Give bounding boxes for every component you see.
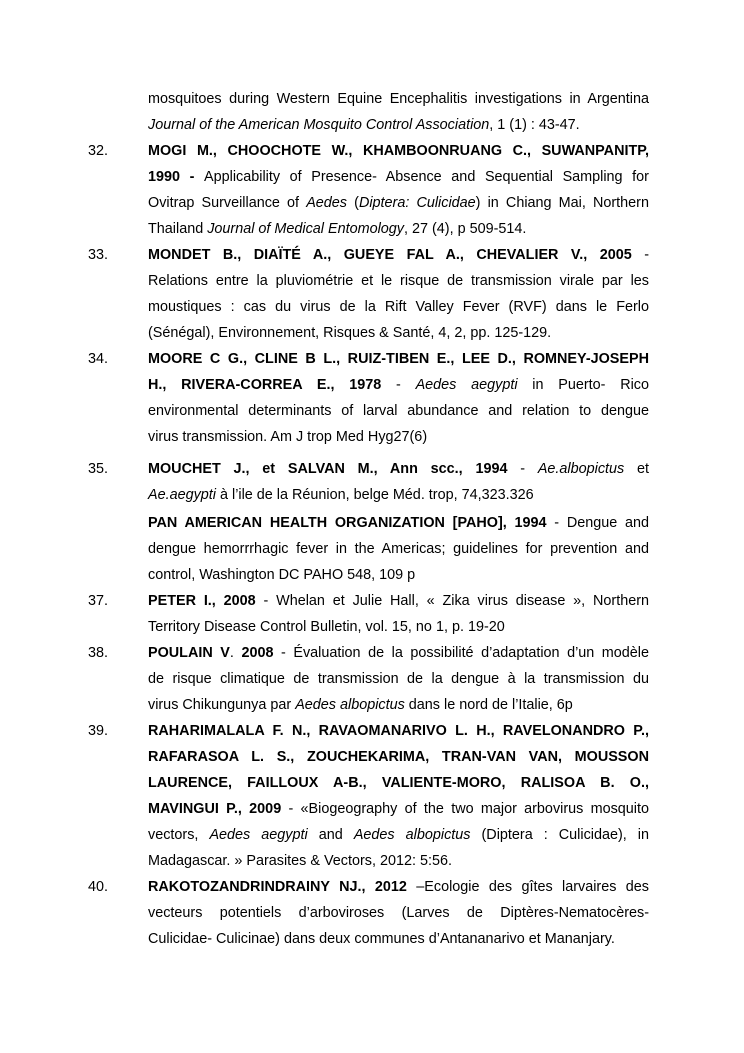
text-run: PAN AMERICAN HEALTH ORGANIZATION [PAHO], 1994 bbox=[148, 515, 547, 531]
text-run: - Dengue and bbox=[546, 515, 649, 531]
reference-line bbox=[148, 482, 649, 508]
reference-line bbox=[148, 320, 649, 346]
text-run: Ae.albopictus bbox=[537, 461, 625, 477]
reference-line bbox=[148, 216, 649, 242]
reference-number: 35. bbox=[88, 461, 109, 477]
text-run: RAFARASOA L. S., ZOUCHEKARIMA, TRAN-VAN VAN, MOUSSON bbox=[148, 749, 649, 765]
text-run: ( bbox=[347, 195, 359, 211]
text-run: Ovitrap Surveillance of bbox=[148, 195, 307, 211]
reference-line bbox=[148, 536, 649, 562]
text-run: - bbox=[507, 461, 538, 477]
text-run: POULAIN V bbox=[148, 645, 230, 661]
text-run: environmental determinants of larval abundance and relation to dengue bbox=[148, 403, 649, 419]
text-run: , 27 (4), p 509-514. bbox=[403, 221, 527, 237]
text-run: Ae.aegypti bbox=[148, 487, 217, 503]
text-run: (Diptera : Culicidae), in bbox=[470, 827, 649, 843]
text-run: de risque climatique de transmission de la dengue à la transmission du bbox=[148, 671, 649, 687]
text-run: - Évaluation de la possibilité d’adaptation d’un modèle bbox=[273, 645, 649, 661]
text-run: - «Biogeography of the two major arbovirus mosquito bbox=[281, 801, 649, 817]
reference-line bbox=[148, 294, 649, 320]
reference-line bbox=[148, 848, 649, 874]
reference-line bbox=[148, 242, 649, 268]
reference-line bbox=[148, 718, 649, 744]
reference-number: 39. bbox=[88, 723, 109, 739]
text-run: LAURENCE, FAILLOUX A-B., VALIENTE-MORO, RALISOA B. O., bbox=[148, 775, 649, 791]
reference-line bbox=[148, 640, 649, 666]
text-run: Journal of Medical Entomology bbox=[207, 221, 404, 237]
text-run: Journal of the American Mosquito Control Association bbox=[148, 117, 490, 133]
text-run: RAKOTOZANDRINDRAINY NJ., 2012 bbox=[148, 879, 407, 895]
text-run: MOGI M., CHOOCHOTE W., KHAMBOONRUANG C., SUWANPANITP, bbox=[148, 143, 649, 159]
text-run: Territory Disease Control Bulletin, vol. 15, no 1, p. 19-20 bbox=[148, 619, 505, 635]
text-run: virus transmission. Am J trop Med Hyg27(6) bbox=[148, 429, 428, 445]
text-run: Madagascar. » Parasites & Vectors, 2012: 5:56. bbox=[148, 853, 452, 869]
reference-number: 32. bbox=[88, 143, 109, 159]
reference-number: 34. bbox=[88, 351, 109, 367]
text-run: mosquitoes during Western Equine Encephalitis investigations in Argentina bbox=[148, 91, 649, 107]
text-run: ) in Chiang Mai, Northern bbox=[475, 195, 649, 211]
text-run: control, Washington DC PAHO 548, 109 p bbox=[148, 567, 416, 583]
text-run: –Ecologie des gîtes larvaires des bbox=[406, 879, 649, 895]
text-run: RAHARIMALALA F. N., RAVAOMANARIVO L. H., RAVELONANDRO P., bbox=[148, 723, 649, 739]
text-run: virus Chikungunya par bbox=[148, 697, 296, 713]
text-run: MOORE C G., CLINE B L., RUIZ-TIBEN E., LEE D., ROMNEY-JOSEPH bbox=[148, 351, 649, 367]
text-run: Aedes aegypti bbox=[415, 377, 518, 393]
reference-line bbox=[148, 424, 649, 450]
text-run: vecteurs potentiels d’arboviroses (Larves de Diptères-Nematocères- bbox=[148, 905, 649, 921]
text-run: . bbox=[229, 645, 242, 661]
reference-line bbox=[148, 666, 649, 692]
reference-line bbox=[148, 268, 649, 294]
text-run: MOUCHET J., et SALVAN M., Ann scc., 1994 bbox=[148, 461, 508, 477]
text-run: Aedes albopictus bbox=[353, 827, 471, 843]
reference-line bbox=[148, 614, 649, 640]
text-run: Aedes bbox=[306, 195, 347, 211]
text-run: MAVINGUI P., 2009 bbox=[148, 801, 282, 817]
text-run: Diptera: Culicidae bbox=[358, 195, 476, 211]
reference-line bbox=[148, 372, 649, 398]
text-run: moustiques : cas du virus de la Rift Valley Fever (RVF) dans le Ferlo bbox=[148, 299, 649, 315]
text-run: Aedes aegypti bbox=[209, 827, 308, 843]
reference-line bbox=[148, 770, 649, 796]
text-run: H., RIVERA-CORREA E., 1978 bbox=[148, 377, 382, 393]
reference-line bbox=[148, 744, 649, 770]
reference-line bbox=[148, 588, 649, 614]
reference-line bbox=[148, 86, 649, 112]
reference-line bbox=[148, 874, 649, 900]
text-run: dans le nord de l’Italie, 6p bbox=[404, 697, 573, 713]
text-run: in Puerto- Rico bbox=[517, 377, 649, 393]
reference-line bbox=[148, 190, 649, 216]
text-run: (Sénégal), Environnement, Risques & Santé, 4, 2, pp. 125-129. bbox=[148, 325, 552, 341]
text-run: and bbox=[307, 827, 354, 843]
reference-number: 37. bbox=[88, 593, 109, 609]
reference-number: 33. bbox=[88, 247, 109, 263]
text-run: Relations entre la pluviométrie et le risque de transmission virale par les bbox=[148, 273, 649, 289]
text-run: vectors, bbox=[148, 827, 210, 843]
text-run: - Whelan et Julie Hall, « Zika virus disease », Northern bbox=[255, 593, 649, 609]
text-run: à l’ile de la Réunion, belge Méd. trop, 74,323.326 bbox=[216, 487, 534, 503]
reference-line bbox=[148, 562, 649, 588]
reference-line bbox=[148, 900, 649, 926]
reference-line bbox=[148, 796, 649, 822]
reference-line bbox=[148, 456, 649, 482]
text-run: dengue hemorrrhagic fever in the Americas; guidelines for prevention and bbox=[148, 541, 649, 557]
reference-line bbox=[148, 164, 649, 190]
text-run: 2008 bbox=[241, 645, 274, 661]
reference-line bbox=[148, 822, 649, 848]
reference-number: 38. bbox=[88, 645, 109, 661]
reference-line bbox=[148, 510, 649, 536]
text-run: Aedes albopictus bbox=[295, 697, 405, 713]
text-run: PETER I., 2008 bbox=[148, 593, 256, 609]
text-run: Thailand bbox=[148, 221, 208, 237]
text-run: - bbox=[631, 247, 649, 263]
text-run: - bbox=[381, 377, 416, 393]
reference-line bbox=[148, 398, 649, 424]
text-run: MONDET B., DIAÏTÉ A., GUEYE FAL A., CHEVALIER V., 2005 bbox=[148, 247, 632, 263]
reference-number: 40. bbox=[88, 879, 109, 895]
text-run: Culicidae- Culicinae) dans deux communes d’Antananarivo et Mananjary. bbox=[148, 931, 615, 947]
reference-line bbox=[148, 346, 649, 372]
text-run: et bbox=[624, 461, 649, 477]
reference-line bbox=[148, 692, 649, 718]
text-run: Applicability of Presence- Absence and Sequential Sampling for bbox=[204, 169, 649, 185]
reference-line bbox=[148, 926, 649, 952]
text-run: , 1 (1) : 43-47. bbox=[489, 117, 580, 133]
reference-line bbox=[148, 112, 649, 138]
text-run: 1990 - bbox=[148, 169, 205, 185]
reference-line bbox=[148, 138, 649, 164]
